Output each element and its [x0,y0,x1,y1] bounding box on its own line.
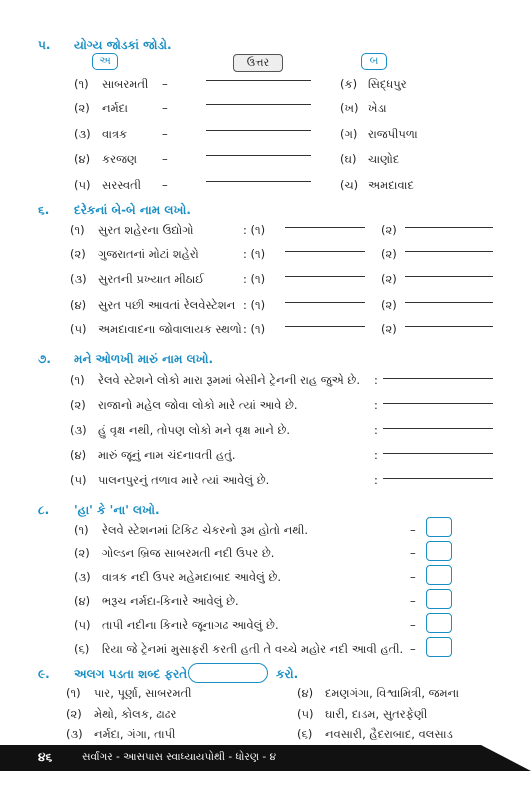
colon: : [374,373,378,387]
row-text: હું વૃક્ષ નથી, તોપણ લોકો મને વૃક્ષ માને છે. [98,423,291,437]
answer-1-label: : (૧) [243,247,266,261]
row-number: (૫) [74,178,91,192]
column-b-label: બ [361,53,387,70]
row-number: (૩) [70,272,87,286]
item-b-number: (ચ) [340,178,359,192]
answer-box[interactable] [426,517,452,537]
answer-2-label: (૨) [381,322,397,336]
q5-number: ૫. [38,38,51,52]
row-number: (૧) [74,77,89,91]
row-number: (૧) [70,223,85,237]
word-list[interactable]: નવસારી, હૈદરાબાદ, વલસાડ [325,727,453,741]
answer-2-label: (૨) [381,272,397,286]
answer-1-label: : (૧) [243,322,266,336]
answer-line-2[interactable] [405,276,493,277]
answer-box[interactable] [426,589,452,609]
row-number: (૪) [74,152,91,166]
word-list[interactable]: મેથો, કોલક, ઢાઢર [94,707,177,721]
dash: – [410,523,416,537]
answer-line-1[interactable] [285,326,365,327]
row-number: (૨) [74,546,90,560]
item-b: સિદ્ધપુર [368,77,407,91]
item-a: સરસ્વતી [102,178,142,192]
dash: – [410,618,416,632]
row-number: (૧) [70,373,85,387]
answer-line[interactable] [206,130,311,131]
row-number: (૫) [74,618,91,632]
answer-line[interactable] [206,80,311,81]
colon: : [374,473,378,487]
q6-number: ૬. [38,203,50,217]
answer-line[interactable] [383,478,493,479]
dash: – [162,77,168,91]
item-b: ચાણોદ [368,152,400,166]
row-text: ભરૂચ નર્મદા-કિનારે આવેલું છે. [102,594,239,608]
item-b-number: (ખ) [340,101,359,115]
dash: – [162,152,168,166]
answer-line-2[interactable] [405,302,493,303]
row-text: સુરત પછી આવતાં રેલવેસ્ટેશન [98,298,236,312]
answer-box[interactable] [426,613,452,633]
word-list[interactable]: દમણગંગા, વિશ્વામિત્રી, જમના [325,686,460,700]
item-b-number: (ક) [340,77,358,91]
answer-line[interactable] [383,403,493,404]
row-number: (૬) [74,642,90,656]
colon: : [374,448,378,462]
dash: – [410,594,416,608]
q9-number: ૯. [38,667,50,681]
dash: – [410,546,416,560]
row-number: (૫) [297,707,314,721]
page-number: ૪૬ [38,750,53,764]
item-b: અમદાવાદ [368,178,414,192]
answer-line-1[interactable] [285,302,365,303]
word-list[interactable]: ઘારી, દાડમ, સુતરફેણી [325,707,428,721]
row-number: (૪) [70,448,87,462]
row-text: પાલનપુરનું તળાવ મારે ત્યાં આવેલું છે. [98,473,270,487]
item-a: વાત્રક [102,127,128,141]
answer-box[interactable] [426,565,452,585]
answer-header: ઉત્તર [233,54,283,72]
dash: – [410,642,416,656]
answer-box[interactable] [426,637,452,657]
row-text: ગુજરાતનાં મોટાં શહેરો [98,247,199,261]
row-number: (૪) [297,686,314,700]
q8-title: 'હા' કે 'ના' લખો. [74,503,160,517]
answer-line-1[interactable] [285,251,365,252]
answer-line-1[interactable] [285,227,365,228]
answer-line[interactable] [206,104,311,105]
row-number: (૩) [66,727,83,741]
answer-line-1[interactable] [285,276,365,277]
footer-title: સર્વાંગર - આસપાસ સ્વાધ્યાયપોથી - ધોરણ - ૪ [82,751,276,763]
item-b-number: (ઘ) [340,152,357,166]
answer-line[interactable] [206,181,311,182]
q8-number: ૮. [38,503,50,517]
row-text: ગોલ્ડન બ્રિજ સાબરમતી નદી ઉપર છે. [102,546,275,560]
row-text: તાપી નદીના કિનારે જૂનાગઢ આવેલું છે. [102,618,279,632]
row-text: અમદાવાદના જોવાલાયક સ્થળો [98,322,242,336]
answer-line[interactable] [383,378,493,379]
answer-line[interactable] [206,155,311,156]
row-text: વાત્રક નદી ઉપર મહેમદાબાદ આવેલું છે. [102,570,282,584]
row-number: (૪) [74,594,91,608]
row-number: (૩) [74,570,91,584]
word-list[interactable]: નર્મદા, ગંગા, તાપી [94,727,176,741]
answer-1-label: : (૧) [243,272,266,286]
row-number: (૨) [74,101,90,115]
answer-2-label: (૨) [381,223,397,237]
q6-title: દરેકનાં બે-બે નામ લખો. [74,203,191,217]
dash: – [162,178,168,192]
item-a: કરજણ [102,152,137,166]
row-text: રેલવે સ્ટેશને લોકો મારા રૂમમાં બેસીને ટ્રેનની રાહ જુએ છે. [98,373,360,387]
dash: – [410,570,416,584]
row-number: (૨) [70,398,86,412]
answer-2-label: (૨) [381,298,397,312]
row-number: (૫) [70,322,87,336]
circle-example [188,663,268,683]
answer-box[interactable] [426,541,452,561]
row-number: (૨) [70,247,86,261]
row-number: (૨) [66,707,82,721]
row-number: (૩) [74,127,91,141]
word-list[interactable]: પાર, પૂર્ણા, સાબરમતી [94,686,192,700]
q7-title: મને ઓળખી મારું નામ લખો. [74,352,214,366]
row-number: (૧) [74,523,89,537]
row-number: (૫) [70,473,87,487]
answer-line-2[interactable] [405,251,493,252]
item-a: સાબરમતી [102,77,149,91]
dash: – [162,101,168,115]
row-text: રાજાનો મહેલ જોવા લોકો મારે ત્યાં આવે છે. [98,398,298,412]
answer-line[interactable] [383,428,493,429]
row-text: સુરત શહેરના ઉદ્યોગો [98,223,194,237]
row-number: (૧) [66,686,81,700]
row-text: રેલવે સ્ટેશનમાં ટિકિટ ચેકરનો રૂમ હોતો નથી. [102,523,309,537]
answer-line-2[interactable] [405,326,493,327]
item-a: નર્મદા [102,101,128,115]
item-b: ખેડા [368,101,387,115]
item-b-number: (ગ) [340,127,358,141]
answer-2-label: (૨) [381,247,397,261]
answer-1-label: : (૧) [243,223,266,237]
q9-title-part2: કરો. [276,667,299,681]
q9-title-part1: અલગ પડતા શબ્દ ફરતે [74,667,188,681]
row-number: (૬) [297,727,313,741]
row-text: મારું જૂનું નામ ચંદનાવતી હતું. [98,448,236,462]
dash: – [162,127,168,141]
q7-number: ૭. [38,352,51,366]
footer-corner [481,745,531,771]
row-number: (૪) [70,298,87,312]
colon: : [374,423,378,437]
column-a-label: અ [92,53,118,70]
row-text: રિયા જે ટ્રેનમાં મુસાફરી કરતી હતી તે વચ્ચે મહોર નદી આવી હતી. [102,642,404,656]
row-number: (૩) [70,423,87,437]
q5-title: યોગ્ય જોડકાં જોડો. [74,38,172,52]
answer-line[interactable] [383,453,493,454]
colon: : [374,398,378,412]
row-text: સુરતની પ્રખ્યાત મીઠાઈ [98,272,205,286]
answer-1-label: : (૧) [243,298,266,312]
answer-line-2[interactable] [405,227,493,228]
item-b: રાજપીપળા [368,127,418,141]
